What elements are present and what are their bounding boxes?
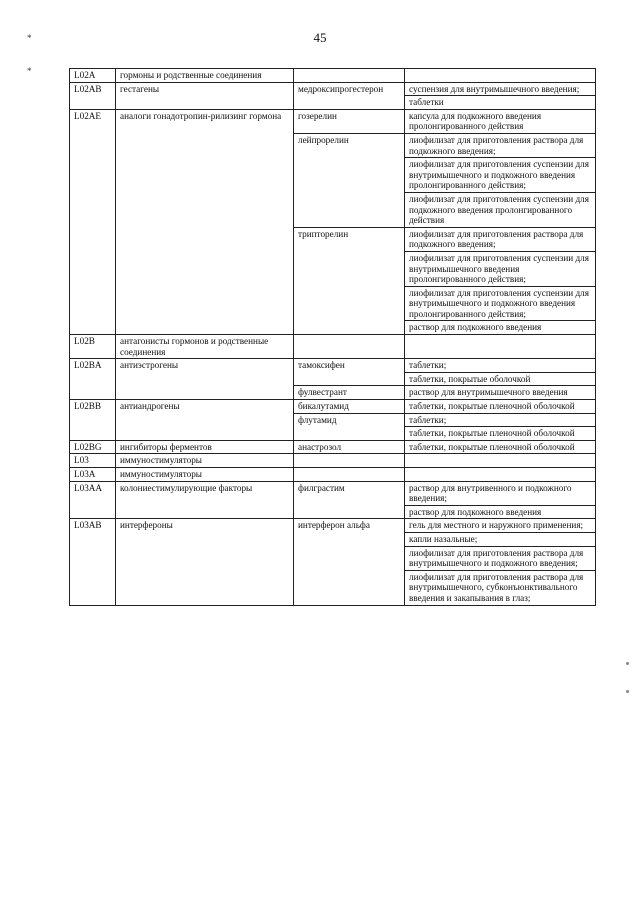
- drug-name-cell: анастрозол: [294, 440, 405, 454]
- table-row: [70, 109, 596, 133]
- drug-name-cell: трипторелин: [294, 227, 405, 334]
- dosage-form-cell: [405, 454, 596, 468]
- scan-artifact: [626, 690, 629, 693]
- drug-name-cell: [294, 454, 405, 468]
- atc-code-cell: L02B: [70, 335, 116, 359]
- dosage-form-cell: лиофилизат для приготовления суспензии для подкожного введения пролонгированного действия: [405, 192, 596, 227]
- atc-code-cell: L02BA: [70, 359, 116, 400]
- anatomical-group-cell: иммуностимуляторы: [116, 454, 294, 468]
- margin-mark: *: [27, 33, 32, 43]
- dosage-form-cell: [405, 69, 596, 83]
- anatomical-group-cell: гестагены: [116, 82, 294, 109]
- dosage-form-cell: таблетки, покрытые пленочной оболочкой: [405, 400, 596, 414]
- table-row: [70, 481, 596, 505]
- dosage-form-cell: [405, 335, 596, 359]
- drug-name-cell: [294, 468, 405, 482]
- drug-name-cell: фулвестрант: [294, 386, 405, 400]
- dosage-form-cell: лиофилизат для приготовления раствора для подкожного введения;: [405, 227, 596, 251]
- anatomical-group-cell: антиэстрогены: [116, 359, 294, 400]
- atc-code-cell: L02A: [70, 69, 116, 83]
- dosage-form-cell: капсула для подкожного введения пролонгированного действия: [405, 109, 596, 133]
- drug-name-cell: [294, 69, 405, 83]
- drug-name-cell: [294, 335, 405, 359]
- table-row: [70, 440, 596, 454]
- atc-code-cell: L02BG: [70, 440, 116, 454]
- anatomical-group-cell: антиандрогены: [116, 400, 294, 441]
- drug-name-cell: медроксипрогестерон: [294, 82, 405, 109]
- anatomical-group-cell: антагонисты гормонов и родственные соединения: [116, 335, 294, 359]
- atc-code-cell: L03A: [70, 468, 116, 482]
- dosage-form-cell: раствор для подкожного введения: [405, 321, 596, 335]
- table-row: [70, 335, 596, 359]
- dosage-form-cell: таблетки, покрытые пленочной оболочкой: [405, 427, 596, 441]
- drug-classification-table: [69, 68, 596, 606]
- atc-code-cell: L03: [70, 454, 116, 468]
- drug-name-cell: гозерелин: [294, 109, 405, 133]
- dosage-form-cell: раствор для внутримышечного введения: [405, 386, 596, 400]
- table-row: [70, 468, 596, 482]
- dosage-form-cell: раствор для подкожного введения: [405, 505, 596, 519]
- dosage-form-cell: раствор для внутривенного и подкожного введения;: [405, 481, 596, 505]
- anatomical-group-cell: колониестимулирующие факторы: [116, 481, 294, 519]
- dosage-form-cell: таблетки: [405, 96, 596, 110]
- drug-name-cell: флутамид: [294, 413, 405, 440]
- dosage-form-cell: лиофилизат для приготовления суспензии для внутримышечного и подкожного введения пролонгированного действия;: [405, 286, 596, 321]
- anatomical-group-cell: ингибиторы ферментов: [116, 440, 294, 454]
- atc-code-cell: L02BB: [70, 400, 116, 441]
- dosage-form-cell: таблетки, покрытые оболочкой: [405, 372, 596, 386]
- dosage-form-cell: лиофилизат для приготовления суспензии для внутримышечного введения пролонгированного действия;: [405, 251, 596, 286]
- dosage-form-cell: таблетки;: [405, 413, 596, 427]
- dosage-form-cell: таблетки, покрытые пленочной оболочкой: [405, 440, 596, 454]
- drug-name-cell: тамоксифен: [294, 359, 405, 386]
- drug-name-cell: бикалутамид: [294, 400, 405, 414]
- anatomical-group-cell: иммуностимуляторы: [116, 468, 294, 482]
- scan-artifact: [626, 662, 629, 665]
- table-row: [70, 69, 596, 83]
- table-row: [70, 359, 596, 373]
- drug-name-cell: интерферон альфа: [294, 519, 405, 605]
- table-row: [70, 400, 596, 414]
- dosage-form-cell: суспензия для внутримышечного введения;: [405, 82, 596, 96]
- dosage-form-cell: лиофилизат для приготовления раствора для внутримышечного, субконъюнктивального введения и закапывания в глаз;: [405, 570, 596, 605]
- anatomical-group-cell: гормоны и родственные соединения: [116, 69, 294, 83]
- dosage-form-cell: лиофилизат для приготовления раствора для внутримышечного и подкожного введения;: [405, 546, 596, 570]
- atc-code-cell: L03AB: [70, 519, 116, 605]
- dosage-form-cell: гель для местного и наружного применения;: [405, 519, 596, 533]
- dosage-form-cell: капли назальные;: [405, 532, 596, 546]
- anatomical-group-cell: интерфероны: [116, 519, 294, 605]
- drug-name-cell: лейпрорелин: [294, 133, 405, 227]
- anatomical-group-cell: аналоги гонадотропин-рилизинг гормона: [116, 109, 294, 334]
- margin-mark: *: [27, 66, 32, 76]
- table-row: [70, 82, 596, 96]
- dosage-form-cell: лиофилизат для приготовления суспензии для внутримышечного и подкожного введения пролонгированного действия;: [405, 158, 596, 193]
- page-number: 45: [313, 30, 327, 45]
- dosage-form-cell: таблетки;: [405, 359, 596, 373]
- table-row: [70, 454, 596, 468]
- table-row: [70, 519, 596, 533]
- drug-name-cell: филграстим: [294, 481, 405, 519]
- atc-code-cell: L02AE: [70, 109, 116, 334]
- dosage-form-cell: [405, 468, 596, 482]
- atc-code-cell: L02AB: [70, 82, 116, 109]
- atc-code-cell: L03AA: [70, 481, 116, 519]
- dosage-form-cell: лиофилизат для приготовления раствора для подкожного введения;: [405, 133, 596, 157]
